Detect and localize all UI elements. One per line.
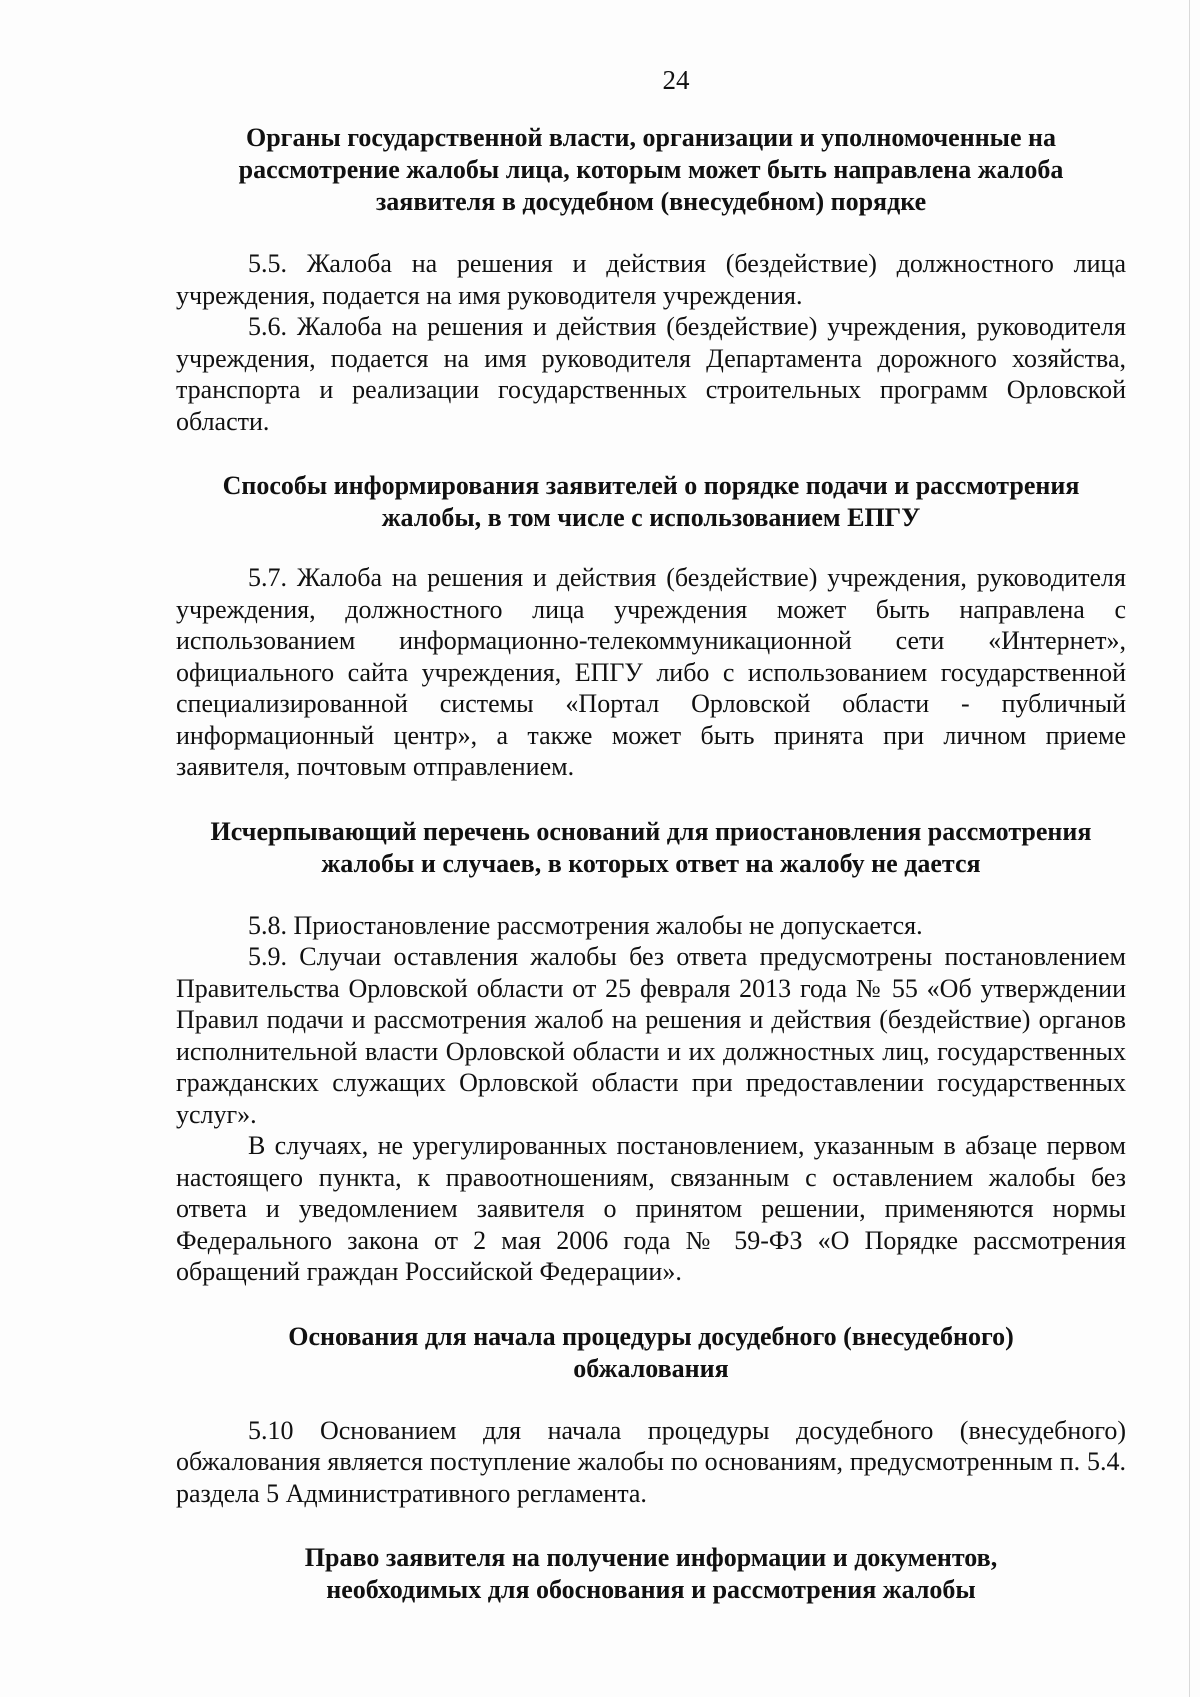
paragraph-5-5: 5.5. Жалоба на решения и действия (бездействие) должностного лица учреждения, подается на имя руководителя учреждения.: [176, 249, 1126, 310]
section-heading-suspension-grounds: [176, 816, 1126, 880]
heading-line: рассмотрение жалобы лица, которым может быть направлена жалоба: [238, 155, 1064, 184]
paragraph-5-8: 5.8. Приостановление рассмотрения жалобы не допускается.: [248, 910, 923, 940]
heading-line: Исчерпывающий перечень оснований для приостановления рассмотрения: [210, 816, 1092, 846]
page-number: 24: [662, 65, 690, 95]
section-heading-appeal-grounds: [176, 1321, 1126, 1385]
scan-edge-line: [1189, 0, 1190, 1697]
heading-line: заявителя в досудебном (внесудебном) порядке: [375, 187, 927, 216]
paragraph-5-6: 5.6. Жалоба на решения и действия (бездействие) учреждения, руководителя учреждения, подается на имя руководителя Департамента дорожного хозяйства, транспорта и реализации государственных строительных программ Орловской области.: [176, 312, 1126, 436]
paragraph-5-9: 5.9. Случаи оставления жалобы без ответа предусмотрены постановлением Правительства Орловской области от 25 февраля 2013 года № 55 «Об утверждении Правил подачи и рассмотрения жалоб на решения и действия (бездействие) органов исполнительной власти Орловской области и их должностных лиц, государственных гражданских служащих Орловской области при предоставлении государственных услуг».: [176, 942, 1126, 1129]
heading-line: Основания для начала процедуры досудебного (внесудебного): [288, 1321, 1014, 1351]
heading-line: Способы информирования заявителей о порядке подачи и рассмотрения: [222, 471, 1080, 500]
heading-line: необходимых для обоснования и рассмотрения жалобы: [326, 1575, 976, 1604]
heading-line: Органы государственной власти, организации и уполномоченные на: [246, 123, 1056, 152]
heading-line: Право заявителя на получение информации и документов,: [304, 1543, 998, 1572]
page-content: [176, 60, 1126, 1606]
section-heading-complaint-bodies: [176, 122, 1126, 218]
heading-line: жалобы и случаев, в которых ответ на жалобу не дается: [321, 848, 981, 878]
section-heading-informing-methods: [176, 470, 1126, 534]
section-heading-applicant-rights: [176, 1542, 1126, 1606]
paragraph-5-10: 5.10 Основанием для начала процедуры досудебного (внесудебного) обжалования является поступление жалобы по основаниям, предусмотренным п. 5.4. раздела 5 Административного регламента.: [176, 1415, 1126, 1508]
paragraph-5-9-continued: В случаях, не урегулированных постановлением, указанным в абзаце первом настоящего пункта, к правоотношениям, связанным с оставлением жалобы без ответа и уведомлением заявителя о принятом решении, применяются нормы Федерального закона от 2 мая 2006 года № 59-ФЗ «О Порядке рассмотрения обращений граждан Российской Федерации».: [176, 1131, 1126, 1286]
heading-line: жалобы, в том числе с использованием ЕПГУ: [381, 503, 921, 532]
paragraph-5-7: 5.7. Жалоба на решения и действия (бездействие) учреждения, руководителя учреждения, должностного лица учреждения может быть направлена с использованием информационно-телекоммуникационной сети «Интернет», официального сайта учреждения, ЕПГУ либо с использованием государственной специализированной системы «Портал Орловской области - публичный информационный центр», а также может быть принята при личном приеме заявителя, почтовым отправлением.: [176, 563, 1126, 781]
heading-line: обжалования: [573, 1353, 729, 1383]
